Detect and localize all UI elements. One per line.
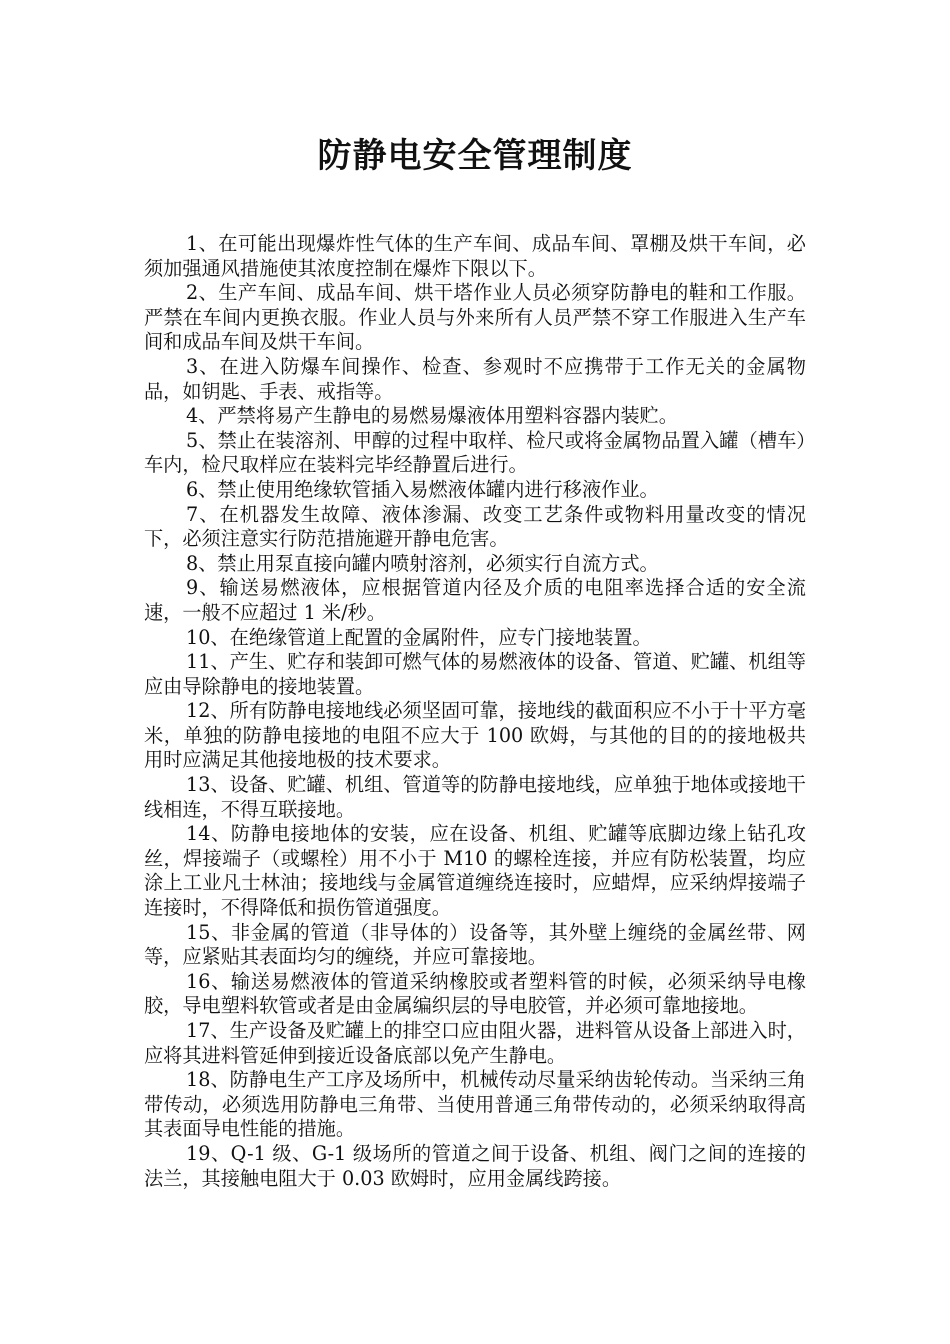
paragraph-9: 9、输送易燃液体，应根据管道内径及介质的电阻率选择合适的安全流速，一般不应超过 1 米/秒。 [144, 576, 806, 624]
paragraph-2: 2、生产车间、成品车间、烘干塔作业人员必须穿防静电的鞋和工作服。严禁在车间内更换衣服。作业人员与外来所有人员严禁不穿工作服进入生产车间和成品车间及烘干车间。 [144, 281, 806, 354]
paragraph-13: 13、设备、贮罐、机组、管道等的防静电接地线，应单独于地体或接地干线相连，不得互联接地。 [144, 773, 806, 821]
paragraph-3: 3、在进入防爆车间操作、检查、参观时不应携带于工作无关的金属物品，如钥匙、手表、戒指等。 [144, 354, 806, 403]
paragraph-8: 8、禁止用泵直接向罐内喷射溶剂，必须实行自流方式。 [186, 551, 659, 575]
paragraph-18: 18、防静电生产工序及场所中，机械传动尽量采纳齿轮传动。当采纳三角带传动，必须选用防静电三角带、当使用普通三角带传动的，必须采纳取得高其表面导电性能的措施。 [144, 1068, 806, 1141]
paragraph-16: 16、输送易燃液体的管道采纳橡胶或者塑料管的时候，必须采纳导电橡胶，导电塑料软管或者是由金属编织层的导电胶管，并必须可靠地接地。 [144, 969, 806, 1018]
document-body [144, 232, 806, 1191]
paragraph-1: 1、在可能出现爆炸性气体的生产车间、成品车间、罩棚及烘干车间，必须加强通风措施使其浓度控制在爆炸下限以下。 [144, 232, 806, 280]
paragraph-4: 4、严禁将易产生静电的易燃易爆液体用塑料容器内装贮。 [186, 404, 678, 428]
paragraph-14: 14、防静电接地体的安装，应在设备、机组、贮罐等底脚边缘上钻孔攻丝，焊接端子（或螺栓）用不小于 M10 的螺栓连接，并应有防松装置，均应涂上工业凡士林油；接地线与金属管道缠绕连接时，应蜡焊，应采纳焊接端子连接时，不得降低和损伤管道强度。 [144, 822, 806, 920]
document-title: 防静电安全管理制度 [317, 136, 633, 176]
paragraph-17: 17、生产设备及贮罐上的排空口应由阻火器，进料管从设备上部进入时，应将其进料管延伸到接近设备底部以免产生静电。 [144, 1019, 806, 1067]
paragraph-7: 7、在机器发生故障、液体渗漏、改变工艺条件或物料用量改变的情况下，必须注意实行防范措施避开静电危害。 [144, 502, 806, 551]
paragraph-6: 6、禁止使用绝缘软管插入易燃液体罐内进行移液作业。 [186, 477, 659, 501]
paragraph-11: 11、产生、贮存和装卸可燃气体的易燃液体的设备、管道、贮罐、机组等应由导除静电的接地装置。 [144, 650, 806, 698]
paragraph-10: 10、在绝缘管道上配置的金属附件，应专门接地装置。 [186, 625, 652, 649]
paragraph-19: 19、Q-1 级、G-1 级场所的管道之间于设备、机组、阀门之间的连接的法兰，其接触电阻大于 0.03 欧姆时，应用金属线跨接。 [144, 1141, 806, 1190]
paragraph-12: 12、所有防静电接地线必须坚固可靠，接地线的截面积应不小于十平方毫米，单独的防静电接地的电阻不应大于 100 欧姆，与其他的目的的接地极共用时应满足其他接地极的技术要求。 [144, 699, 806, 772]
paragraph-5: 5、禁止在装溶剂、甲醇的过程中取样、检尺或将金属物品置入罐（槽车）车内，检尺取样应在装料完毕经静置后进行。 [144, 428, 806, 477]
paragraph-15: 15、非金属的管道（非导体的）设备等，其外壁上缠绕的金属丝带、网等，应紧贴其表面均匀的缠绕，并应可靠接地。 [144, 920, 806, 969]
